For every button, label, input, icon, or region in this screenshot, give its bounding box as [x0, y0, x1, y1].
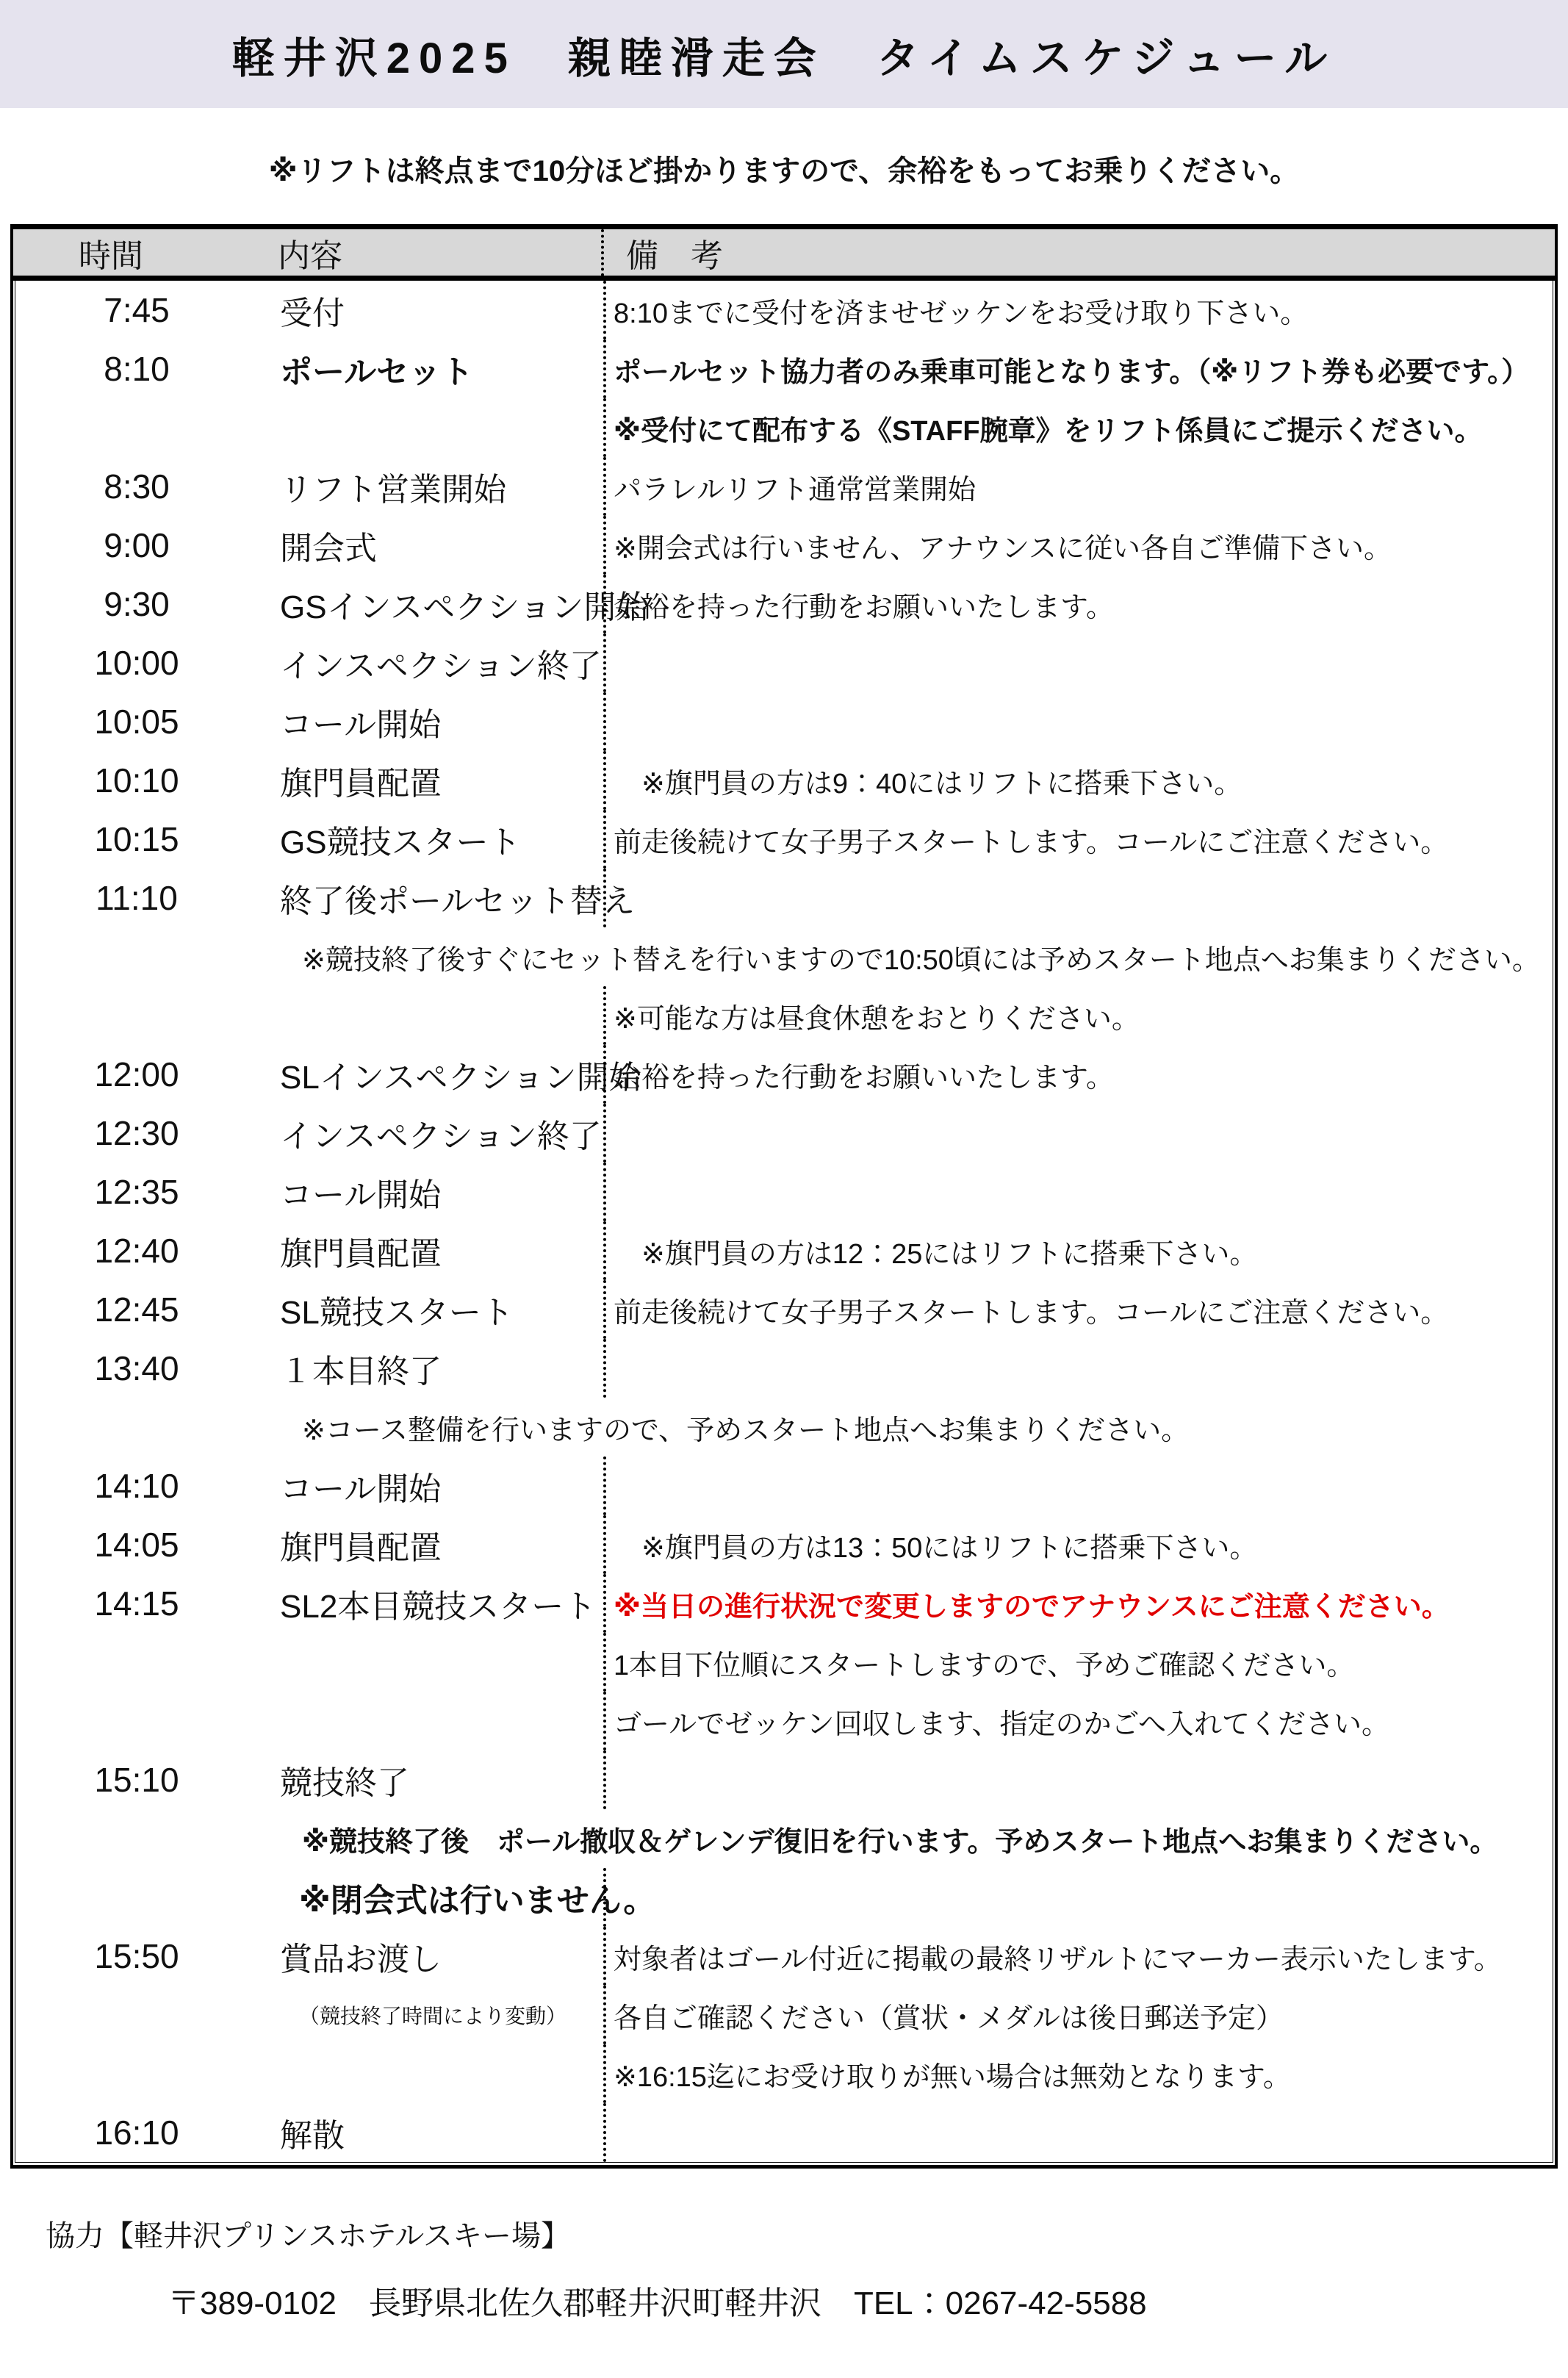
remarks-cell: 余裕を持った行動をお願いいたします。 [603, 1045, 1553, 1104]
note-text: ※競技終了後 ポール撤収＆ゲレンデ復旧を行います。予めスタート地点へお集まりください。 [302, 1826, 1498, 1858]
content-cell: 賞品お渡し [280, 1941, 442, 1978]
remarks-cell [603, 1750, 1553, 1809]
time-cell: 10:05 [94, 703, 179, 741]
column-header-remarks: 備 考 [601, 229, 1555, 276]
table-row [15, 340, 1553, 398]
time-cell: 16:10 [94, 2113, 179, 2152]
table-row [15, 1456, 1553, 1515]
content-cell: 旗門員配置 [280, 1530, 442, 1566]
table-row [15, 2103, 1553, 2162]
note-row [15, 927, 1553, 986]
table-header-row [13, 229, 1555, 281]
remarks-cell: ※旗門員の方は13：50にはリフトに搭乗下さい。 [603, 1515, 1553, 1574]
content-cell: １本目終了 [280, 1354, 442, 1390]
table-row [15, 1104, 1553, 1163]
remarks-cell [603, 1163, 1553, 1221]
lift-notice: ※リフトは終点まで10分ほど掛かりますので、余裕をもってお乗りください。 [268, 155, 1300, 187]
table-row [15, 1045, 1553, 1104]
remarks-cell: ※当日の進行状況で変更しますのでアナウンスにご注意ください。 [603, 1574, 1553, 1633]
content-cell: 旗門員配置 [280, 766, 442, 802]
remarks-cell: ※16:15迄にお受け取りが無い場合は無効となります。 [603, 2044, 1553, 2103]
remarks-cell: ※受付にて配布する《STAFF腕章》をリフト係員にご提示ください。 [603, 398, 1553, 457]
remarks-cell [603, 633, 1553, 692]
content-cell: SL2本目競技スタート [280, 1589, 597, 1625]
content-cell: コール開始 [280, 1177, 442, 1213]
time-cell: 11:10 [96, 879, 178, 917]
cooperation-credit: 協力【軽井沢プリンスホテルスキー場】 [46, 2220, 570, 2252]
table-row [15, 1633, 1553, 1692]
content-cell: 終了後ポールセット替え [280, 883, 636, 919]
time-cell: 10:15 [94, 820, 179, 858]
time-cell: 12:30 [94, 1114, 179, 1152]
content-cell: （競技終了時間により変動） [299, 2005, 567, 2027]
page-title: 軽井沢2025 親睦滑走会 タイムスケジュール [231, 34, 1337, 82]
content-cell: 旗門員配置 [280, 1236, 442, 1272]
time-cell: 10:00 [94, 644, 179, 682]
note-row [15, 1398, 1553, 1456]
table-row [15, 810, 1553, 869]
table-row [15, 281, 1553, 340]
remarks-cell [603, 2103, 1553, 2162]
time-cell: 15:50 [94, 1937, 179, 1975]
remarks-cell [603, 869, 1553, 927]
time-cell: 10:10 [94, 761, 179, 800]
note-text: ※競技終了後すぐにセット替えを行いますので10:50頃には予めスタート地点へお集まりください。 [302, 944, 1540, 976]
note-text: ※コース整備を行いますので、予めスタート地点へお集まりください。 [302, 1415, 1190, 1446]
time-cell: 8:10 [104, 350, 170, 388]
venue-address: 〒389-0102 長野県北佐久郡軽井沢町軽井沢 TEL：0267-42-5588 [168, 2285, 1147, 2321]
remarks-cell: 前走後続けて女子男子スタートします。コールにご注意ください。 [603, 1280, 1553, 1339]
table-row [15, 457, 1553, 516]
remarks-cell: ゴールでゼッケン回収します、指定のかごへ入れてください。 [603, 1692, 1553, 1750]
content-cell: ※閉会式は行いません。 [299, 1883, 656, 1919]
content-cell: 受付 [280, 295, 345, 331]
content-cell: GSインスペクション開始 [280, 589, 649, 625]
time-cell: 12:35 [94, 1173, 179, 1211]
table-row [15, 2044, 1553, 2103]
time-cell: 15:10 [94, 1761, 179, 1799]
remarks-cell: 余裕を持った行動をお願いいたします。 [603, 575, 1553, 633]
table-row [15, 1868, 1553, 1927]
time-cell: 9:30 [104, 585, 170, 623]
table-row [15, 751, 1553, 810]
content-cell: ポールセット [280, 354, 474, 390]
table-row [15, 1280, 1553, 1339]
remarks-cell: ※旗門員の方は9：40にはリフトに搭乗下さい。 [603, 751, 1553, 810]
remarks-cell: 各自ご確認ください（賞状・メダルは後日郵送予定） [603, 1986, 1553, 2044]
remarks-cell: 前走後続けて女子男子スタートします。コールにご注意ください。 [603, 810, 1553, 869]
content-cell: コール開始 [280, 707, 442, 743]
time-cell: 14:05 [94, 1526, 179, 1564]
time-cell: 12:00 [94, 1055, 179, 1093]
table-row [15, 1692, 1553, 1750]
time-cell: 7:45 [104, 291, 170, 329]
remarks-cell [603, 1868, 1553, 1927]
content-cell: 競技終了 [280, 1765, 409, 1801]
time-cell: 8:30 [104, 467, 170, 506]
table-row [15, 1163, 1553, 1221]
column-header-time: 時間 [79, 238, 143, 274]
table-row [15, 692, 1553, 751]
remarks-cell: ポールセット協力者のみ乗車可能となります。（※リフト券も必要です。） [603, 340, 1553, 398]
table-row [15, 1574, 1553, 1633]
remarks-cell: パラレルリフト通常営業開始 [603, 457, 1553, 516]
table-row [15, 1515, 1553, 1574]
content-cell: コール開始 [280, 1471, 442, 1507]
table-row [15, 1339, 1553, 1398]
table-row [15, 516, 1553, 575]
remarks-cell: ※開会式は行いません、アナウンスに従い各自ご準備下さい。 [603, 516, 1553, 575]
column-header-content: 内容 [278, 238, 342, 274]
time-cell: 12:45 [94, 1290, 179, 1329]
remarks-cell: ※旗門員の方は12：25にはリフトに搭乗下さい。 [603, 1221, 1553, 1280]
content-cell: インスペクション終了 [280, 1118, 602, 1154]
table-row [15, 1986, 1553, 2044]
content-cell: 解散 [280, 2118, 345, 2154]
schedule-table [10, 224, 1558, 2169]
remarks-cell: 対象者はゴール付近に掲載の最終リザルトにマーカー表示いたします。 [603, 1927, 1553, 1986]
table-row [15, 633, 1553, 692]
table-row [15, 1927, 1553, 1986]
time-cell: 9:00 [104, 526, 170, 564]
table-body [15, 281, 1553, 2163]
content-cell: インスペクション終了 [280, 648, 602, 684]
remarks-cell [603, 692, 1553, 751]
time-cell: 12:40 [94, 1232, 179, 1270]
content-cell: リフト営業開始 [280, 472, 506, 508]
remarks-cell: 8:10までに受付を済ませゼッケンをお受け取り下さい。 [603, 281, 1553, 340]
table-row [15, 1221, 1553, 1280]
content-cell: SLインスペクション開始 [280, 1060, 641, 1096]
remarks-cell [603, 1339, 1553, 1398]
page-title-banner [0, 0, 1568, 108]
remarks-cell [603, 1104, 1553, 1163]
content-cell: 開会式 [280, 531, 377, 567]
remarks-cell: 1本目下位順にスタートしますので、予めご確認ください。 [603, 1633, 1553, 1692]
table-row [15, 869, 1553, 927]
time-cell: 14:10 [94, 1467, 179, 1505]
table-row [15, 1750, 1553, 1809]
remarks-cell [603, 1456, 1553, 1515]
content-cell: SL競技スタート [280, 1295, 514, 1331]
table-row [15, 575, 1553, 633]
note-row [15, 1809, 1553, 1868]
time-cell: 13:40 [94, 1349, 179, 1387]
table-row [15, 398, 1553, 457]
table-row [15, 986, 1553, 1045]
time-cell: 14:15 [94, 1584, 179, 1623]
remarks-cell: ※可能な方は昼食休憩をおとりください。 [603, 986, 1553, 1045]
content-cell: GS競技スタート [280, 825, 521, 861]
